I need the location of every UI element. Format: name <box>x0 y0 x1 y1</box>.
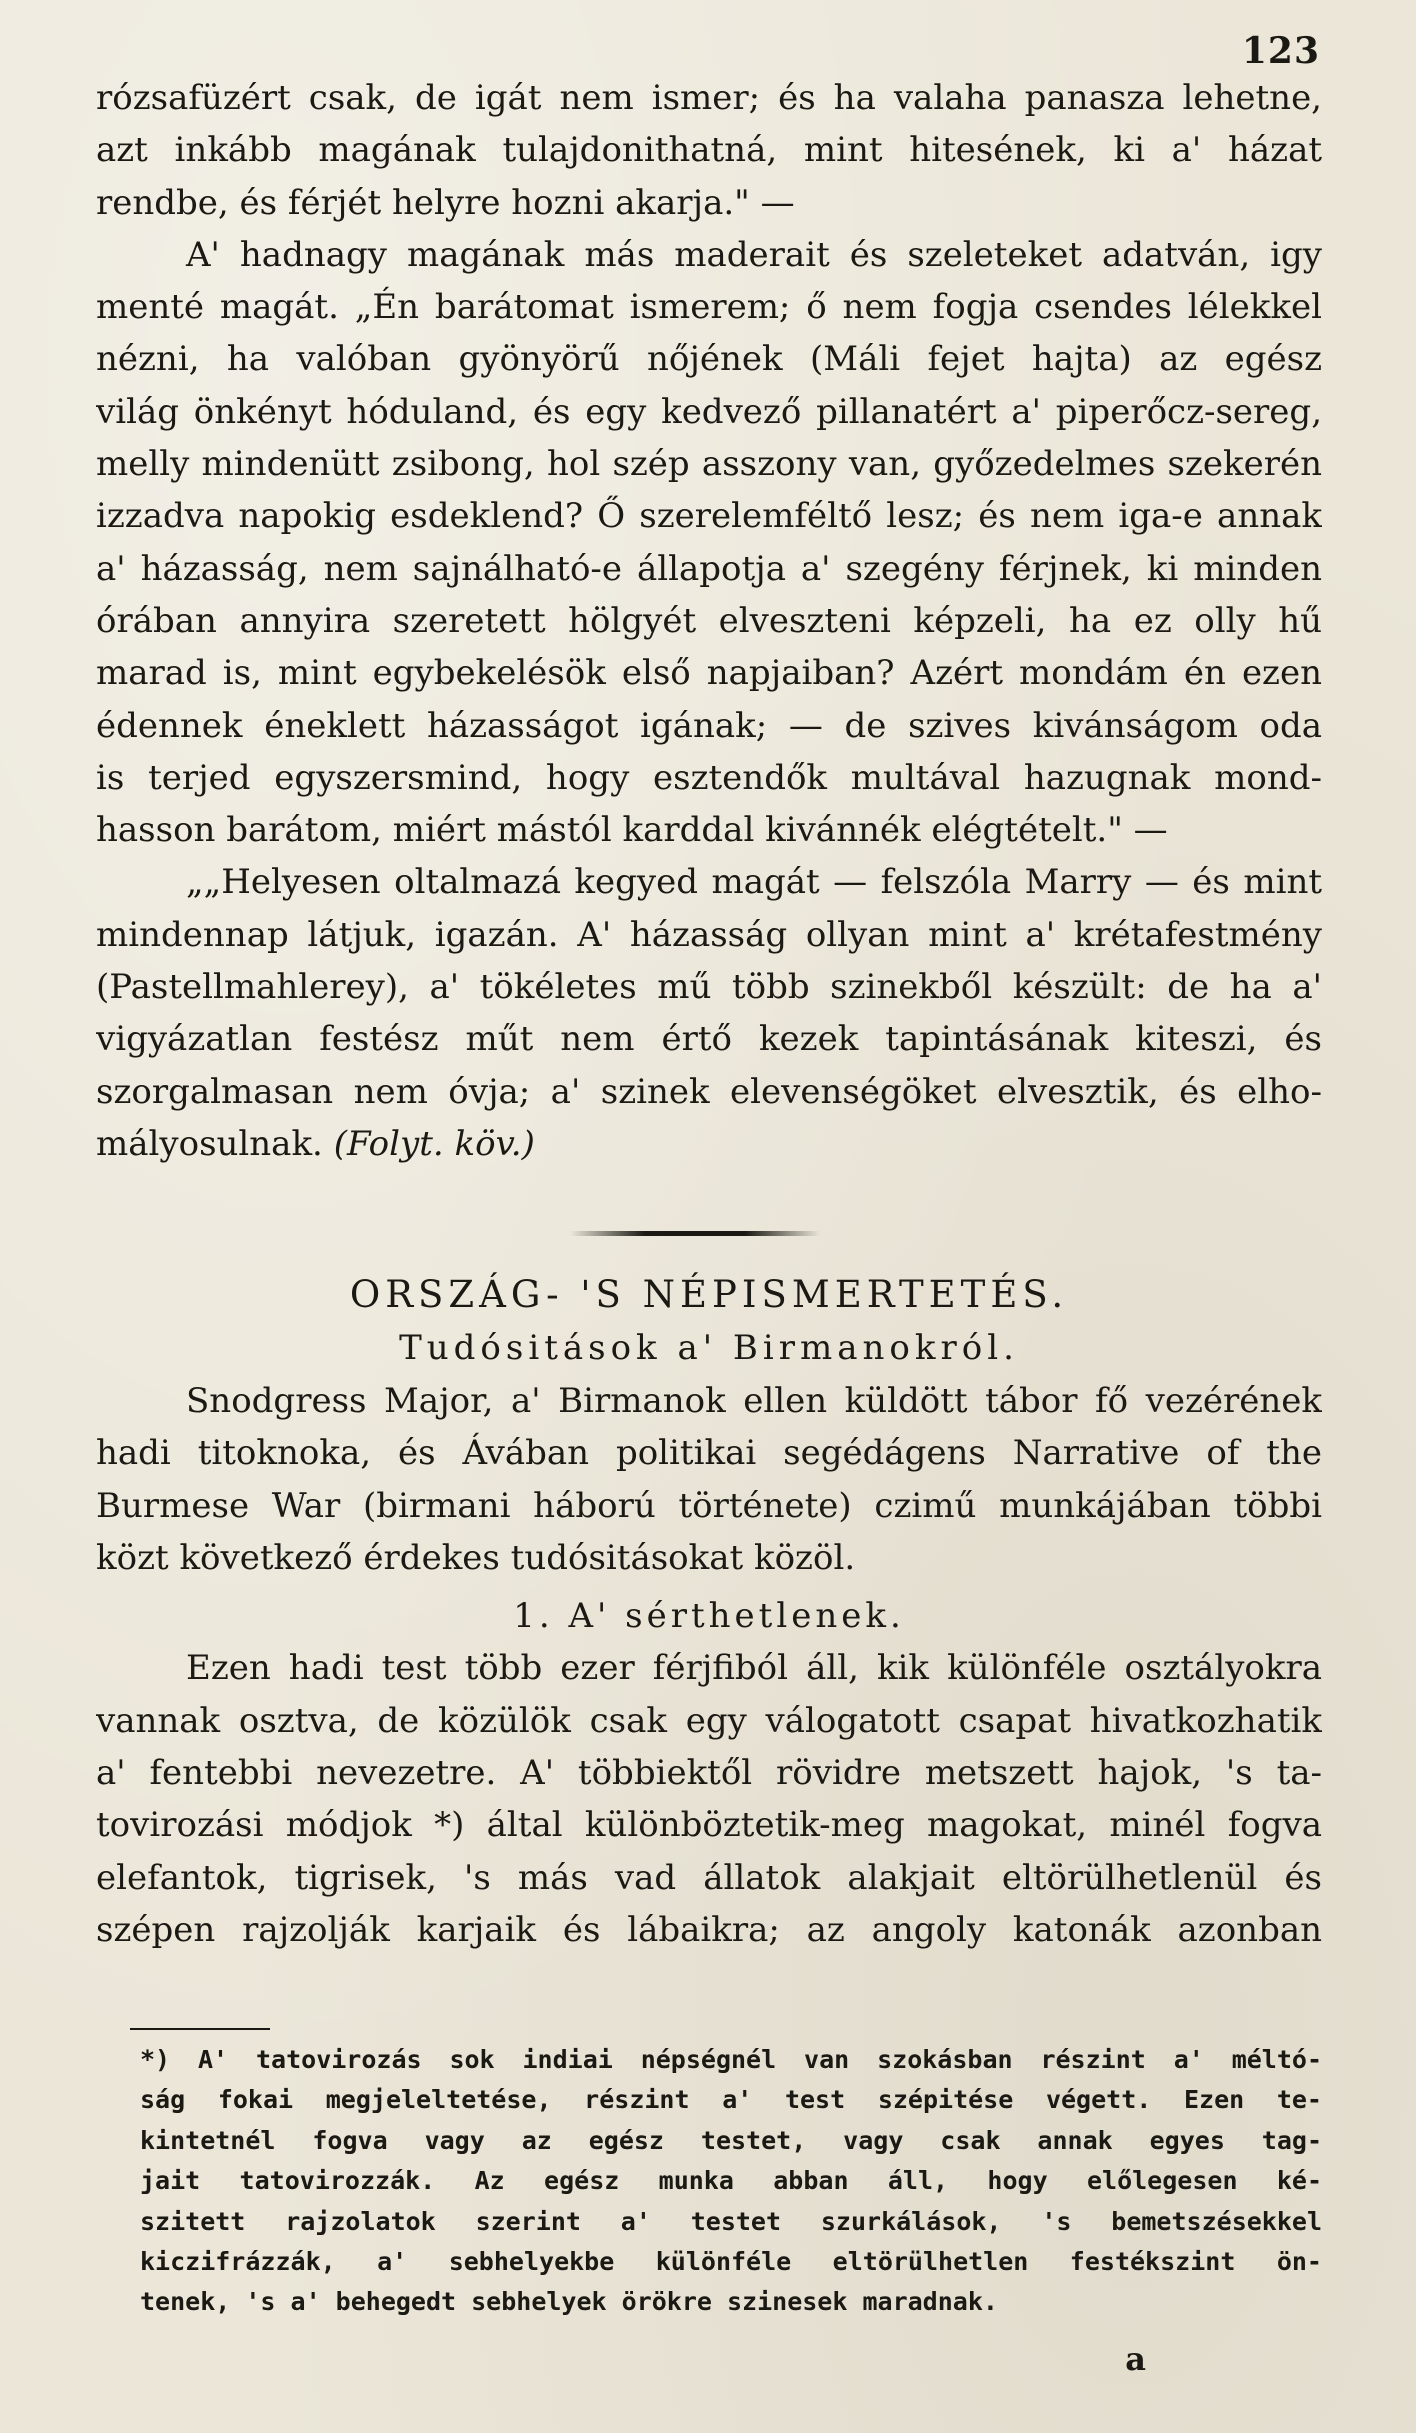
footnote-line: jait tatovirozzák. Az egész munka abban áll, hogy előlegesen ké- <box>140 2166 1322 2196</box>
section-title: ORSZÁG- 'S NÉPISMERTETÉS. <box>349 1273 1069 1316</box>
text-line: mindennap látjuk, igazán. A' házasság ollyan mint a' krétafestmény <box>96 914 1322 955</box>
text-line: szorgalmasan nem óvja; a' szinek elevenségöket elvesztik, és elho- <box>96 1071 1322 1112</box>
text-line: hasson barátom, miért mástól karddal kivánnék elégtételt." — <box>96 810 1168 851</box>
closing-text: mályosulnak. <box>96 1123 323 1164</box>
text-line: Snodgress Major, a' Birmanok ellen küldött tábor fő vezérének <box>186 1381 1322 1421</box>
page-number: 123 <box>1241 30 1320 72</box>
text-line: (Pastellmahlerey), a' tökéletes mű több szinekből készült: de ha a' <box>96 967 1322 1008</box>
text-line: édennek éneklett házasságot igának; — de szives kivánságom oda <box>96 705 1322 746</box>
text-line: órában annyira szeretett hölgyét elveszteni képzeli, ha ez olly hű <box>96 600 1322 641</box>
footnote-line: kiczifrázzák, a' sebhelyekbe különféle eltörülhetlen festékszint ön- <box>140 2247 1322 2277</box>
text-line: szépen rajzolják karjaik és lábaikra; az angoly katonák azonban <box>96 1909 1322 1950</box>
continuation-text <box>96 72 1322 1170</box>
footnote-line: ság fokai megjeleltetése, részint a' test szépitése végett. Ezen te- <box>140 2085 1322 2115</box>
section-divider <box>570 1231 820 1236</box>
text-line: A' hadnagy magának más maderait és szeleteket adatván, igy <box>186 234 1322 275</box>
text-line: rendbe, és férjét helyre hozni akarja." — <box>96 182 795 223</box>
text-line: menté magát. „Én barátomat ismerem; ő nem fogja csendes lélekkel <box>96 287 1322 328</box>
text-line: a' házasság, nem sajnálható-e állapotja a' szegény férjnek, ki minden <box>96 548 1322 589</box>
text-line: világ önkényt hóduland, és egy kedvező pillanatért a' piperőcz-sereg, <box>96 391 1322 432</box>
text-line: Burmese War (birmani háború története) czimű munkájában többi <box>96 1485 1322 1526</box>
footnote-line: *) A' tatovirozás sok indiai népségnél van szokásban részint a' méltó- <box>140 2045 1322 2074</box>
subheading: 1. A' sérthetlenek. <box>513 1596 905 1637</box>
catchword: a <box>1125 2340 1146 2378</box>
text-line: marad is, mint egybekelésök első napjaiban? Azért mondám én ezen <box>96 653 1322 694</box>
text-line: a' fentebbi nevezetre. A' többiektől rövidre metszett hajok, 's ta- <box>96 1753 1322 1794</box>
text-line: Ezen hadi test több ezer férjfiból áll, kik különféle osztályokra <box>186 1648 1322 1689</box>
text-line: vannak osztva, de közülök csak egy válogatott csapat hivatkozhatik <box>96 1700 1322 1741</box>
continued-note: (Folyt. köv.) <box>333 1123 535 1164</box>
text-line: tovirozási módjok *) által különböztetik-meg magokat, minél fogva <box>96 1805 1322 1846</box>
text-line: izzadva napokig esdeklend? Ő szerelemféltő lesz; és nem iga-e annak <box>96 496 1322 537</box>
text-line: nézni, ha valóban gyönyörű nőjének (Máli fejet hajta) az egész <box>96 339 1322 380</box>
intro-paragraph <box>96 1375 1322 1956</box>
footnote-line: szitett rajzolatok szerint a' testet szurkálások, 's bemetszésekkel <box>140 2206 1322 2236</box>
text-line <box>96 1118 1322 1170</box>
text-line: „„Helyesen oltalmazá kegyed magát — felszóla Marry — és mint <box>186 862 1322 903</box>
text-line: elefantok, tigrisek, 's más vad állatok alakjait eltörülhetlenül és <box>96 1857 1322 1898</box>
footnote-divider <box>130 2028 270 2030</box>
text-line: hadi titoknoka, és Ávában politikai segédágens Narrative of the <box>96 1433 1322 1474</box>
text-line: vigyázatlan festész műt nem értő kezek tapintásának kiteszi, és <box>96 1019 1322 1060</box>
footnote-line: tenek, 's a' behegedt sebhelyek örökre szinesek maradnak. <box>140 2287 998 2317</box>
text-line: rózsafüzért csak, de igát nem ismer; és ha valaha panasza lehetne, <box>96 78 1322 118</box>
text-line: is terjed egyszersmind, hogy esztendők multával hazugnak mond- <box>96 757 1322 798</box>
article-title: Tudósitások a' Birmanokról. <box>399 1328 1019 1368</box>
text-line: melly mindenütt zsibong, hol szép asszony van, győzedelmes szekerén <box>96 444 1322 485</box>
text-line: azt inkább magának tulajdonithatná, mint hitesének, ki a' házat <box>96 130 1322 171</box>
text-line: közt következő érdekes tudósitásokat közöl. <box>96 1537 856 1578</box>
footnote-line: kintetnél fogva vagy az egész testet, vagy csak annak egyes tag- <box>140 2125 1322 2155</box>
footnote <box>100 2040 1322 2323</box>
